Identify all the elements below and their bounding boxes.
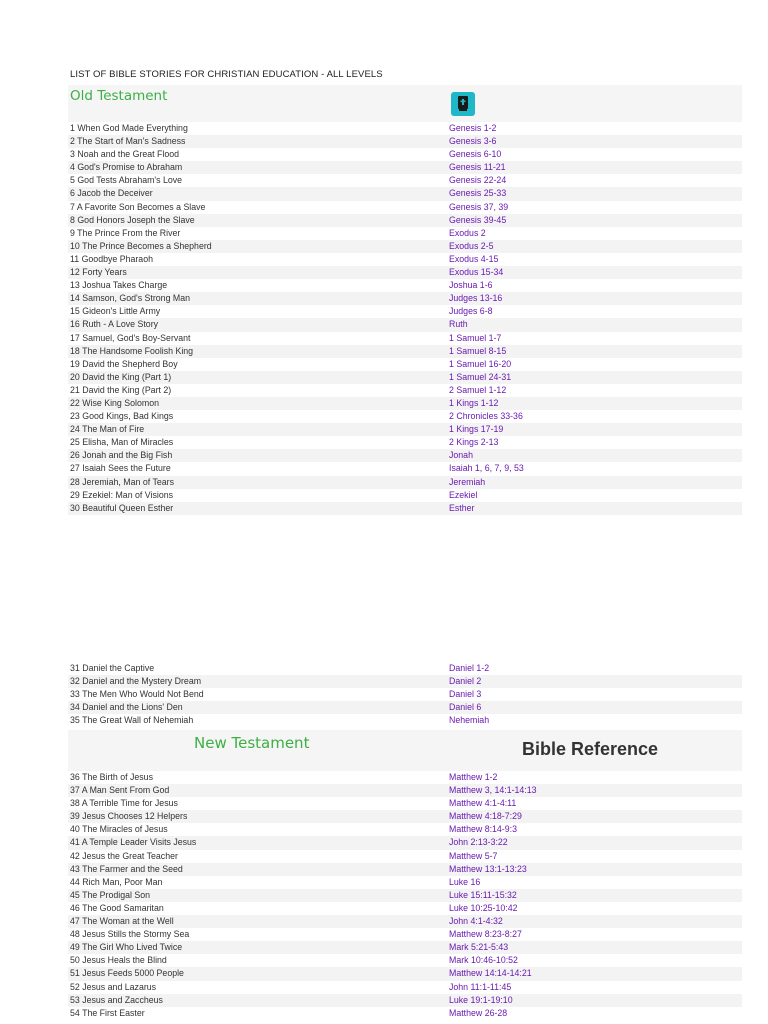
story-row [68,489,742,502]
story-title: 48 Jesus Stills the Stormy Sea [70,929,190,940]
story-row [68,915,742,928]
story-row [68,876,742,889]
story-row [68,850,742,863]
story-row [68,135,742,148]
story-row [68,279,742,292]
bible-reference-link[interactable]: 2 Kings 2-13 [449,437,499,448]
bible-reference-link[interactable]: Ezekiel [449,489,478,500]
story-row [68,240,742,253]
bible-reference-link[interactable]: John 2:13-3:22 [449,837,508,848]
bible-reference-link[interactable]: Matthew 4:1-4:11 [449,798,517,809]
bible-reference-link[interactable]: Matthew 1-2 [449,772,498,782]
bible-reference-link[interactable]: Matthew 14:14-14:21 [449,968,532,979]
bible-reference-link[interactable]: Nehemiah [449,715,490,726]
story-row [68,502,742,515]
story-row [68,436,742,449]
bible-reference-link[interactable]: Judges 6-8 [449,306,493,317]
story-row [68,201,742,214]
bible-reference-link[interactable]: Jeremiah [449,476,486,487]
story-title: 49 The Girl Who Lived Twice [70,942,183,953]
story-title: 33 The Men Who Would Not Bend [70,689,204,700]
story-row [68,214,742,227]
bible-reference-link[interactable]: Matthew 3, 14:1-14:13 [449,785,537,796]
story-row [68,771,742,784]
bible-reference-link[interactable]: Mark 5:21-5:43 [449,942,509,953]
bible-reference-link[interactable]: 1 Samuel 16-20 [449,358,512,369]
story-row [68,675,742,688]
story-row [68,423,742,436]
story-row [68,902,742,915]
bible-reference-link[interactable]: Matthew 26-28 [449,1007,508,1018]
story-row [68,332,742,345]
story-title: 45 The Prodigal Son [70,889,151,900]
old-testament-list [68,122,742,515]
story-row [68,1007,742,1020]
story-title: 47 The Woman at the Well [70,916,174,927]
story-title: 51 Jesus Feeds 5000 People [70,968,184,979]
bible-reference-link[interactable]: Genesis 37, 39 [449,201,509,212]
bible-reference-link[interactable]: Mark 10:46-10:52 [449,955,518,966]
bible-reference-link[interactable]: 1 Samuel 8-15 [449,345,507,356]
old-testament-header [68,85,742,122]
bible-reference-link[interactable]: Genesis 3-6 [449,136,497,147]
bible-reference-link[interactable]: Genesis 1-2 [449,123,497,133]
story-title: 50 Jesus Heals the Blind [70,955,167,966]
bible-reference-link[interactable]: Esther [449,502,475,513]
story-row [68,345,742,358]
story-row [68,967,742,980]
story-title: 35 The Great Wall of Nehemiah [70,715,194,726]
story-row [68,797,742,810]
new-testament-list [68,771,742,1020]
story-row [68,410,742,423]
story-title: 36 The Birth of Jesus [70,772,153,782]
bible-reference-link[interactable]: John 4:1-4:32 [449,916,503,927]
story-title: 12 Forty Years [70,267,127,278]
bible-reference-link[interactable]: Exodus 2-5 [449,240,494,251]
story-title: 22 Wise King Solomon [70,397,159,408]
story-row [68,161,742,174]
bible-reference-link[interactable]: 1 Kings 1-12 [449,397,499,408]
bible-reference-link[interactable]: Genesis 11-21 [449,162,506,173]
story-title: 6 Jacob the Deceiver [70,188,153,199]
story-title: 25 Elisha, Man of Miracles [70,437,174,448]
story-title: 53 Jesus and Zaccheus [70,994,163,1005]
bible-reference-link[interactable]: Exodus 4-15 [449,253,499,264]
story-title: 54 The First Easter [70,1007,145,1018]
story-row [68,358,742,371]
bible-reference-link[interactable]: Matthew 5-7 [449,850,498,861]
new-testament-header [68,730,742,771]
story-title: 52 Jesus and Lazarus [70,981,157,992]
story-title: 17 Samuel, God's Boy-Servant [70,332,191,343]
story-title: 32 Daniel and the Mystery Dream [70,676,202,687]
story-title: 27 Isaiah Sees the Future [70,463,171,474]
story-row [68,928,742,941]
story-title: 7 A Favorite Son Becomes a Slave [70,201,206,212]
story-row [68,305,742,318]
story-title: 40 The Miracles of Jesus [70,824,168,835]
story-title: 9 The Prince From the River [70,227,181,238]
story-row [68,122,742,135]
bible-reference-link[interactable]: Matthew 13:1-13:23 [449,863,527,874]
story-row [68,174,742,187]
story-title: 15 Gideon's Little Army [70,306,161,317]
bible-reference-link[interactable]: Daniel 3 [449,689,482,700]
story-title: 30 Beautiful Queen Esther [70,502,174,513]
bible-reference-link[interactable]: 2 Samuel 1-12 [449,384,507,395]
bible-reference-link[interactable]: 1 Samuel 1-7 [449,332,502,343]
story-title: 39 Jesus Chooses 12 Helpers [70,811,188,822]
document-title: LIST OF BIBLE STORIES FOR CHRISTIAN EDUCATION - ALL LEVELS [70,69,383,80]
story-title: 19 David the Shepherd Boy [70,358,178,369]
story-row [68,384,742,397]
story-title: 46 The Good Samaritan [70,902,164,913]
story-title: 37 A Man Sent From God [70,785,170,796]
story-row [68,253,742,266]
story-row [68,836,742,849]
continued-list [68,662,742,727]
bible-reference-link[interactable]: John 11:1-11:45 [449,981,512,992]
story-title: 10 The Prince Becomes a Shepherd [70,240,212,251]
story-title: 43 The Farmer and the Seed [70,863,183,874]
story-row [68,148,742,161]
story-row [68,994,742,1007]
story-row [68,476,742,489]
story-title: 44 Rich Man, Poor Man [70,876,163,887]
story-row [68,981,742,994]
story-title: 23 Good Kings, Bad Kings [70,411,174,422]
story-title: 18 The Handsome Foolish King [70,345,194,356]
story-title: 2 The Start of Man's Sadness [70,136,186,147]
bible-reference-link[interactable]: Daniel 6 [449,702,482,713]
bible-reference-link[interactable]: Luke 15:11-15:32 [449,889,517,900]
story-row [68,941,742,954]
story-title: 42 Jesus the Great Teacher [70,850,178,861]
bible-book-icon [451,92,475,116]
bible-reference-link[interactable]: Luke 16 [449,876,481,887]
story-row [68,954,742,967]
bible-reference-link[interactable]: Genesis 25-33 [449,188,507,199]
bible-reference-link[interactable]: Genesis 22-24 [449,175,507,186]
story-row [68,266,742,279]
bible-reference-link[interactable]: Exodus 2 [449,227,486,238]
bible-reference-link[interactable]: Matthew 8:14-9:3 [449,824,517,835]
story-row [68,292,742,305]
bible-reference-link[interactable]: Matthew 8:23-8:27 [449,929,522,940]
story-row [68,823,742,836]
story-title: 13 Joshua Takes Charge [70,280,168,291]
bible-reference-link[interactable]: Joshua 1-6 [449,280,493,291]
story-title: 38 A Terrible Time for Jesus [70,798,178,809]
bible-reference-link[interactable]: Jonah [449,450,473,461]
story-title: 11 Goodbye Pharaoh [70,253,153,264]
bible-reference-link[interactable]: Daniel 1-2 [449,663,490,673]
story-title: 20 David the King (Part 1) [70,371,172,382]
story-row [68,714,742,727]
new-testament-heading: New Testament [194,734,310,752]
bible-reference-link[interactable]: 2 Chronicles 33-36 [449,411,523,422]
story-row [68,449,742,462]
bible-reference-link[interactable]: Luke 10:25-10:42 [449,902,518,913]
story-row [68,227,742,240]
story-title: 4 God's Promise to Abraham [70,162,183,173]
story-title: 14 Samson, God's Strong Man [70,293,191,304]
story-title: 41 A Temple Leader Visits Jesus [70,837,197,848]
bible-reference-link[interactable]: Daniel 2 [449,676,482,687]
story-title: 34 Daniel and the Lions' Den [70,702,183,713]
story-title: 24 The Man of Fire [70,424,145,435]
story-row [68,371,742,384]
bible-reference-heading: Bible Reference [522,739,659,759]
bible-reference-link[interactable]: Matthew 4:18-7:29 [449,811,522,822]
story-title: 5 God Tests Abraham's Love [70,175,183,186]
story-row [68,462,742,475]
bible-reference-link[interactable]: 1 Kings 17-19 [449,424,504,435]
story-title: 1 When God Made Everything [70,123,188,133]
old-testament-heading: Old Testament [70,88,168,104]
story-row [68,662,742,675]
bible-reference-link[interactable]: Isaiah 1, 6, 7, 9, 53 [449,463,524,474]
story-title: 8 God Honors Joseph the Slave [70,214,195,225]
story-row [68,784,742,797]
story-title: 3 Noah and the Great Flood [70,149,180,160]
bible-reference-link[interactable]: Judges 13-16 [449,293,503,304]
story-row [68,397,742,410]
story-title: 31 Daniel the Captive [70,663,155,673]
story-row [68,318,742,331]
story-title: 21 David the King (Part 2) [70,384,172,395]
bible-reference-link[interactable]: 1 Samuel 24-31 [449,371,512,382]
story-row [68,863,742,876]
story-row [68,810,742,823]
story-title: 16 Ruth - A Love Story [70,319,159,330]
story-title: 26 Jonah and the Big Fish [70,450,173,461]
story-title: 28 Jeremiah, Man of Tears [70,476,174,487]
story-row [68,187,742,200]
story-row [68,688,742,701]
bible-reference-link[interactable]: Exodus 15-34 [449,267,504,278]
bible-reference-link[interactable]: Genesis 39-45 [449,214,507,225]
bible-reference-link[interactable]: Ruth [449,319,468,330]
story-row [68,889,742,902]
story-row [68,701,742,714]
bible-reference-link[interactable]: Genesis 6-10 [449,149,502,160]
story-title: 29 Ezekiel: Man of Visions [70,489,174,500]
bible-reference-link[interactable]: Luke 19:1-19:10 [449,994,513,1005]
